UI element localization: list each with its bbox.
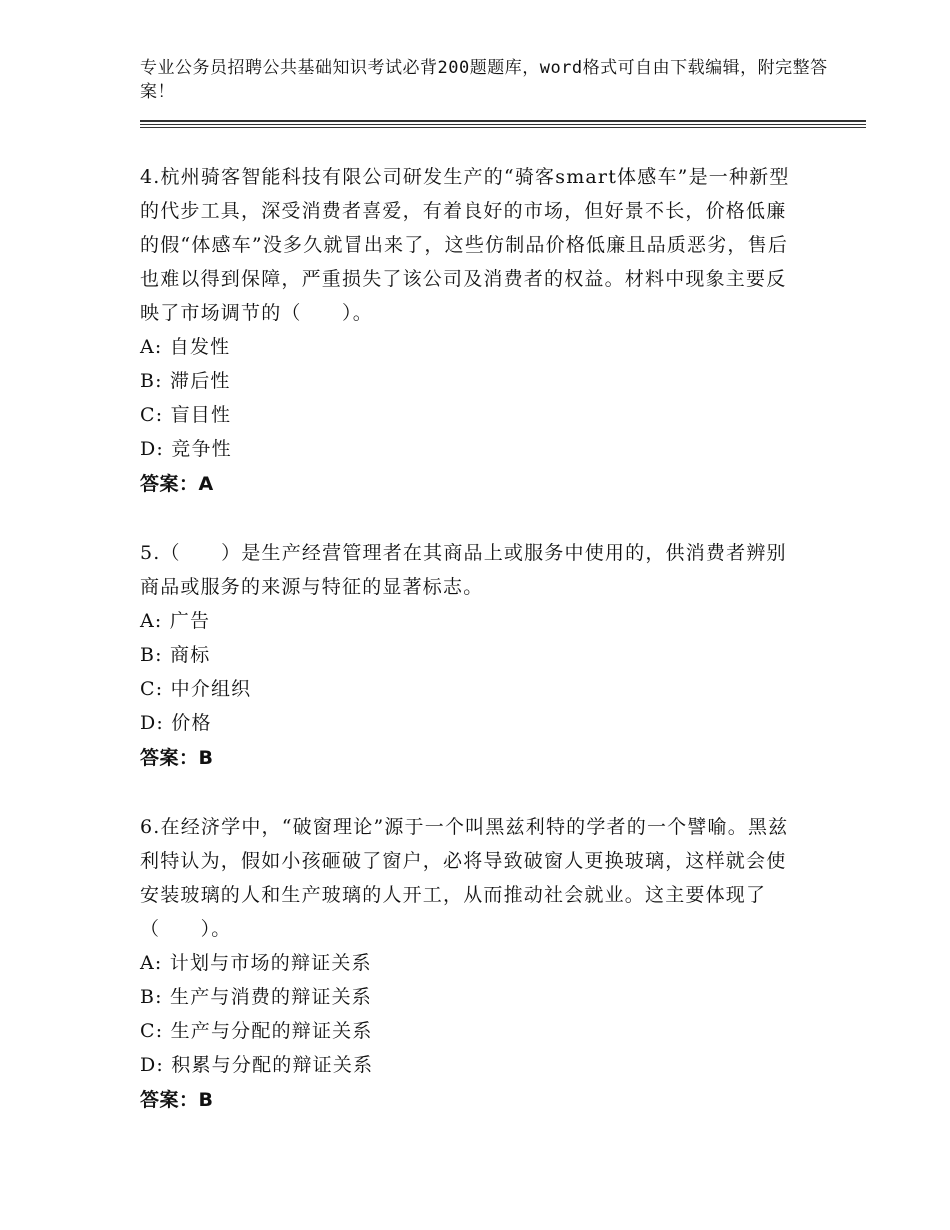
question-6 <box>140 810 800 1118</box>
option-a: A: 自发性 <box>140 336 231 358</box>
option-b: B: 生产与消费的辩证关系 <box>140 986 373 1008</box>
header-divider <box>140 127 866 128</box>
option-b: B: 滞后性 <box>140 370 231 392</box>
document-header: 专业公务员招聘公共基础知识考试必背200题题库，word格式可自由下载编辑，附完整答案！ <box>140 58 828 102</box>
question-stem: 6.在经济学中，“破窗理论”源于一个叫黑兹利特的学者的一个譬喻。黑兹利特认为，假如小孩砸破了窗户，必将导致破窗人更换玻璃，这样就会使安装玻璃的人和生产玻璃的人开工，从而推动社会就业。这主要体现了（ ）。 <box>140 816 789 940</box>
answer: 答案：B <box>140 747 214 769</box>
question-4 <box>140 160 800 502</box>
option-b: B: 商标 <box>140 644 211 666</box>
option-c: C: 生产与分配的辩证关系 <box>140 1020 373 1042</box>
header-divider <box>140 124 866 125</box>
question-stem: 4.杭州骑客智能科技有限公司研发生产的“骑客smart体感车”是一种新型的代步工具，深受消费者喜爱，有着良好的市场，但好景不长，价格低廉的假“体感车”没多久就冒出来了，这些仿制品价格低廉且品质恶劣，售后也难以得到保障，严重损失了该公司及消费者的权益。材料中现象主要反映了市场调节的（ ）。 <box>140 166 790 324</box>
option-d: D: 竞争性 <box>140 438 232 460</box>
option-a: A: 计划与市场的辩证关系 <box>140 952 372 974</box>
option-a: A: 广告 <box>140 610 211 632</box>
option-c: C: 盲目性 <box>140 404 232 426</box>
answer: 答案：B <box>140 1089 214 1111</box>
answer: 答案：A <box>140 473 214 495</box>
option-c: C: 中介组织 <box>140 678 252 700</box>
question-5 <box>140 536 800 776</box>
option-d: D: 价格 <box>140 712 212 734</box>
header-divider <box>140 120 866 122</box>
option-d: D: 积累与分配的辩证关系 <box>140 1054 374 1076</box>
question-stem: 5.（ ）是生产经营管理者在其商品上或服务中使用的，供消费者辨别商品或服务的来源与特征的显著标志。 <box>140 542 787 598</box>
